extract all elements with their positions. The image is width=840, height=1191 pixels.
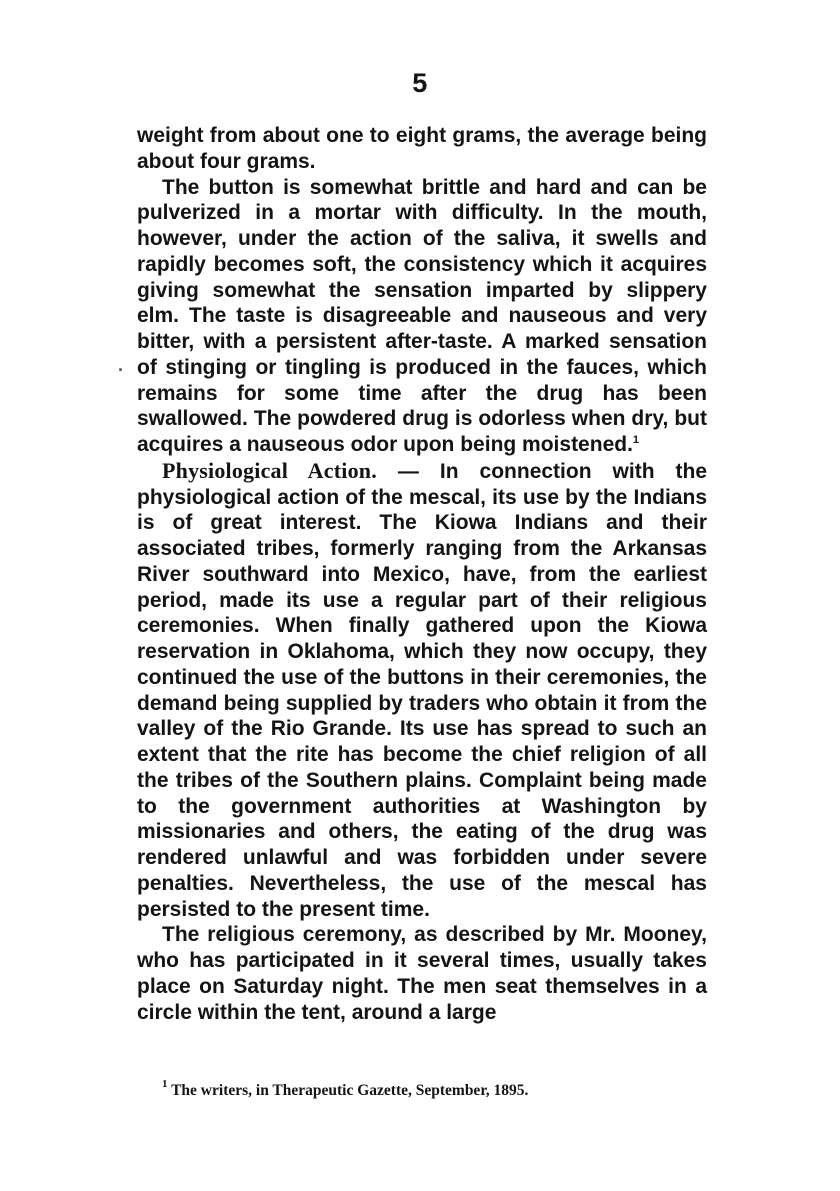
footnote-reference: 1 bbox=[632, 434, 640, 446]
paragraph-1-text: weight from about one to eight grams, the average being about four grams. bbox=[137, 124, 707, 173]
margin-mark: · bbox=[118, 360, 124, 380]
paragraph-continuation bbox=[137, 123, 707, 175]
paragraph-4-text: The religious ceremony, as described by Mr. Mooney, who has participated in it several times, usually takes place on Saturday night. The men seat themselves in a circle within the tent, around a large bbox=[137, 923, 707, 1024]
paragraph-3-text: — In connection with the physiological action of the mescal, its use by the Indians is of great interest. The Kiowa Indians and their associated tribes, formerly ranging from the Arkansas River southward into Mexico, have, from the earliest period, made its use a regular part of their religious ceremonies. When finally gathered upon the Kiowa reservation in Oklahoma, which they now occupy, they continued the use of the buttons in their ceremonies, the demand being supplied by traders who obtain it from the valley of the Rio Grande. Its use has spread to such an extent that the rite has become the chief religion of all the tribes of the Southern plains. Complaint being made to the government authorities at Washington by missionaries and others, the eating of the drug was rendered unlawful and was forbidden under severe penalties. Nevertheless, the use of the mescal has persisted to the present time. bbox=[137, 459, 708, 921]
footnote-mark: 1 bbox=[162, 1078, 168, 1090]
paragraph-2-text: The button is somewhat brittle and hard and can be pulverized in a mortar with difficulty. In the mouth, however, under the action of the saliva, it swells and rapidly becomes soft, the consistency which it acquires giving somewhat the sensation imparted by slippery elm. The taste is disagreeable and nauseous and very bitter, with a persistent after-taste. A marked sensation of stinging or tingling is produced in the fauces, which remains for some time after the drug has been swallowed. The powdered drug is odorless when dry, but acquires a nauseous odor upon being moistened. bbox=[137, 175, 707, 456]
footnote bbox=[162, 1080, 722, 1102]
footnote-text: The writers, in Therapeutic Gazette, September, 1895. bbox=[167, 1082, 529, 1099]
paragraph-physiological-action bbox=[137, 458, 707, 923]
paragraph-button-properties bbox=[137, 175, 707, 458]
paragraph-religious-ceremony bbox=[137, 922, 707, 1025]
body-text bbox=[137, 123, 707, 1025]
page-number: 5 bbox=[412, 68, 428, 98]
section-heading: Physiological Action. bbox=[162, 457, 377, 483]
